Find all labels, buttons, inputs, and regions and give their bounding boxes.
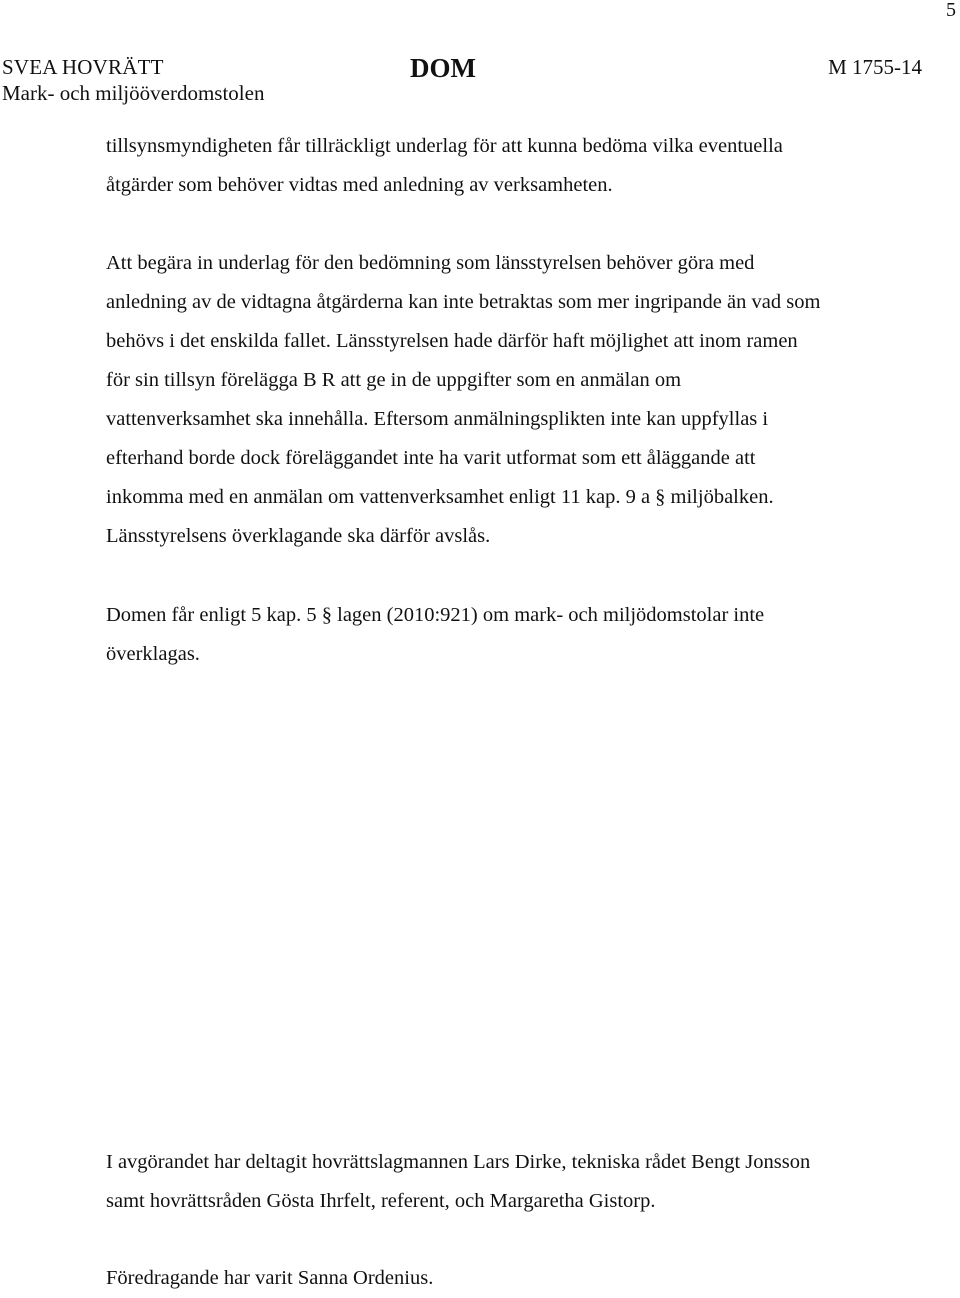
text-line: åtgärder som behöver vidtas med anledning av verksamheten. xyxy=(106,174,613,196)
text-line: anledning av de vidtagna åtgärderna kan inte betraktas som mer ingripande än vad som xyxy=(106,291,821,313)
court-division: Mark- och miljööverdomstolen xyxy=(2,81,265,105)
text-line: inkomma med en anmälan om vattenverksamhet enligt 11 kap. 9 a § miljöbalken. xyxy=(106,486,774,508)
paragraph-appeal-notice xyxy=(106,596,906,674)
text-line: behövs i det enskilda fallet. Länsstyrelsen hade därför haft möjlighet att inom ramen xyxy=(106,330,798,352)
text-line: för sin tillsyn förelägga B R att ge in de uppgifter som en anmälan om xyxy=(106,369,682,391)
paragraph-rapporteur xyxy=(106,1259,906,1298)
page-number: 5 xyxy=(946,0,956,21)
case-number: M 1755-14 xyxy=(828,55,922,79)
paragraph-judges xyxy=(106,1143,906,1221)
text-line: Länsstyrelsens överklagande ska därför avslås. xyxy=(106,525,491,547)
document-type: DOM xyxy=(410,53,476,83)
text-line: Föredragande har varit Sanna Ordenius. xyxy=(106,1267,434,1289)
text-line: vattenverksamhet ska innehålla. Eftersom anmälningsplikten inte kan uppfyllas i xyxy=(106,408,769,430)
paragraph-assessment xyxy=(106,244,906,556)
text-line: efterhand borde dock föreläggandet inte ha varit utformat som ett åläggande att xyxy=(106,447,756,469)
text-line: tillsynsmyndigheten får tillräckligt underlag för att kunna bedöma vilka eventuella xyxy=(106,135,783,157)
document-header xyxy=(2,55,922,109)
court-name: SVEA HOVRÄTT xyxy=(2,55,164,79)
text-line: Att begära in underlag för den bedömning som länsstyrelsen behöver göra med xyxy=(106,252,755,274)
text-line: Domen får enligt 5 kap. 5 § lagen (2010:921) om mark- och miljödomstolar inte xyxy=(106,604,765,626)
text-line: samt hovrättsråden Gösta Ihrfelt, referent, och Margaretha Gistorp. xyxy=(106,1190,656,1212)
text-line: I avgörandet har deltagit hovrättslagmannen Lars Dirke, tekniska rådet Bengt Jonsson xyxy=(106,1151,811,1173)
text-line: överklagas. xyxy=(106,643,200,665)
paragraph-continuation xyxy=(106,127,906,205)
